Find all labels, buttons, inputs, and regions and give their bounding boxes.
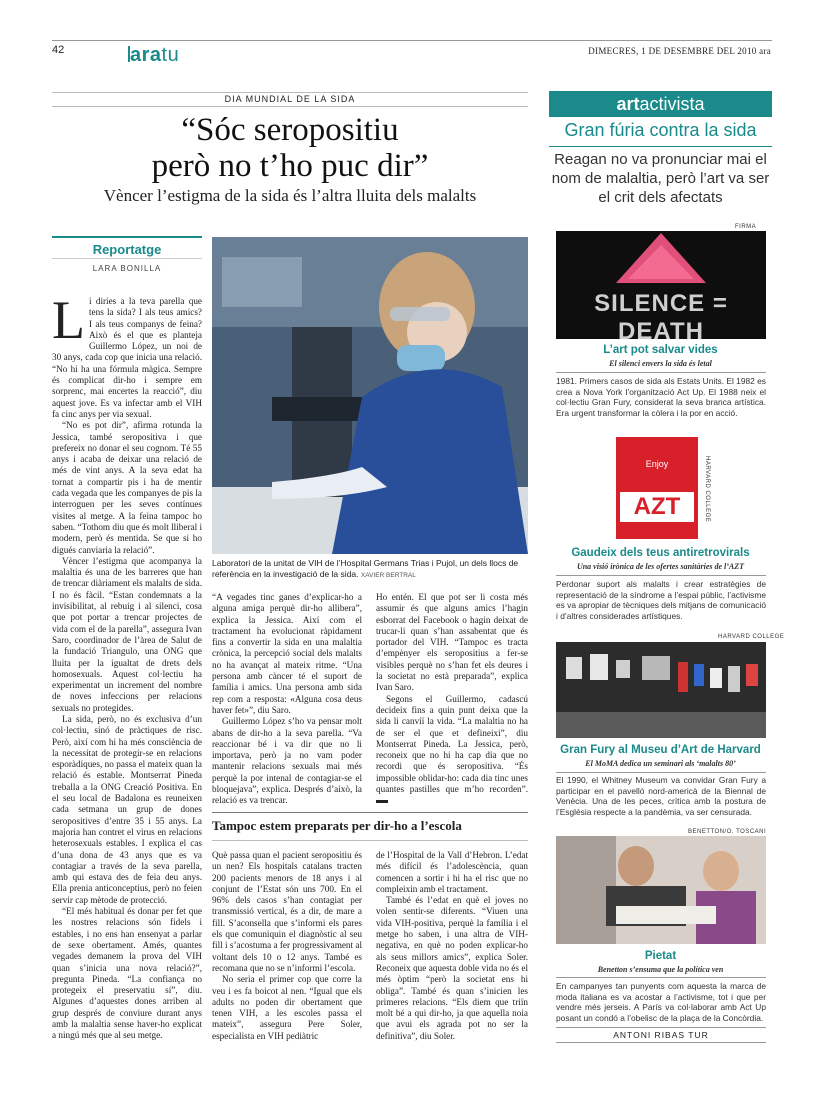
pietat-illustration — [556, 836, 766, 944]
azt-enjoy-text: Enjoy — [645, 459, 669, 469]
item-subtitle-3: El MoMA dedica un seminari als ‘malalts 80’ — [585, 759, 736, 768]
article-column-3: Ho entén. El que pot ser li costa més assumir és que alguns amics l’hagin esborrat del Facebook o hagin deixat de trucar-li quan s’han assabentat que és portador del VIH. “Tampoc es tracta d’empènyer els seropositius a fer-se visibles perquè no s’han fet els deures i la societat no està preparada”, explica Ivan Saro. Segons el Guillermo, cadascú decideix fins a quin punt deixa que la sida li canviï la vida. “La malaltia no ha de ser el que et defineixi”, diu Montserrat Pineda. La Jessica, però, reconeix que no hi ha cap dia que no recordi que és seropositiva. “És impossible oblidar-ho: cada dia tinc unes quantes pastilles que m’ho recorden”. — [376, 592, 528, 808]
end-mark — [376, 800, 388, 803]
sidebar-header: artactivista — [549, 91, 772, 117]
subsection-column-1: Què passa quan el pacient seropositiu és un nen? Els hospitals catalans tracten 200 pacients menors de 18 anys i al conjunt de l’Estat són uns 700. En el 96% dels casos s’han contagiat per transmissió vertical, és a dir, de mare a fill. S’aconsella que s’informi els pares els que comuniquin el diagnòstic al seu fill i s’acostuma a fer progressivament al voltant dels 10 o 12 anys. També es recomana que no se n’informi l’escola. No seria el primer cop que corre la veu i es fa boicot al nen. “Igual que els adults no poden dir obertament que tenen VIH, a les escoles passa el mateix”, assegura Pere Soler, especialista en VIH pediàtric — [212, 850, 362, 1041]
item-text-2: Perdonar suport als malalts i crear estratègies de representació de la síndrome a l’espai públic, l’activisme es va apropiar de tècniques dels mitjans de comunicació i d’altres considerades artístiques. — [556, 579, 766, 621]
item-text-3: El 1990, el Whitney Museum va convidar Gran Fury a participar en el pavelló nord-americà de la Biennal de Venècia. Una de les peces, crítica amb la postura de l’Església respecte a la pandèmia, va ser censurada. — [556, 775, 766, 817]
credit-silence-death: FIRMA — [735, 224, 757, 230]
harvard-museum-illustration — [556, 642, 766, 738]
sidebar-author: ANTONI RIBAS TUR — [556, 1027, 766, 1043]
item-text-1: 1981. Primers casos de sida als Estats Units. El 1982 es crea a Nova York l’organització Act Up. El 1988 neix el col·lectiu Gran Fury, considerat la seva branca artística. Era urgent transformar la còlera i la por en acció. — [556, 376, 766, 418]
azt-image — [616, 437, 698, 539]
page-number: 42 — [52, 44, 65, 56]
lab-photo-illustration — [212, 237, 528, 554]
item-subtitle-2: Una visió irònica de les ofertes sanitàries de l’AZT — [576, 562, 745, 571]
item-sep-1 — [556, 372, 766, 373]
photo-credit: XAVIER BERTRAL — [360, 571, 416, 579]
top-rule — [52, 40, 772, 41]
item-title-4: Pietat — [644, 950, 677, 962]
genre-label: Reportatge — [52, 236, 202, 257]
photo-caption: Laboratori de la unitat de VIH de l’Hospital Germans Trias i Pujol, un dels llocs de referència en la investigació de la sida. XAVIER BERTRAL — [212, 558, 519, 579]
item-subtitle-1: El silenci envers la sida és letal — [609, 359, 712, 368]
item-subtitle-4: Benetton s’ensuma que la política ven — [597, 965, 724, 974]
item-text-4: En campanyes tan punyents com aquesta la marca de moda italiana es va acostar a l’activisme, tot i que per vendre més jerseis. A París va col·laborar amb Act Up posant un condó a l’obelisc de la plaça de la Concòrdia. — [556, 981, 766, 1023]
item-sep-4 — [556, 977, 766, 978]
subsection-rule-bottom — [212, 840, 528, 841]
subsection-title: Tampoc estem preparats per dir-ho a l’escola — [212, 818, 462, 833]
article-column-1: Li diries a la teva parella que tens la sida? I als teus amics? I als teus companys de feina? Això és el que es planteja Guillermo López, un noi de 30 anys, cada cop que inicia una relació. “No hi ha una fórmula màgica. Sempre és complicat dir-ho i sempre em sorprenc, mai encertes la reacció”, diu aquest jove. Es va infectar amb el VIH fa cinc anys per via sexual. “No es pot dir”, afirma rotunda la Jessica, també seropositiva i que prefereix no donar el seu cognom. Té 55 anys i acaba de deixar una relació de més de vint anys. A la seva edat ha tornat a compartir pis i ha de mentir cada vegada que les companyes de pis la interroguen per les seves contínues visites al metge. A la feina tampoc ho saben. “Tothom diu que és molt lliberal i modern, però és mentida. Se que si ho digués canviaria la relació”. Vèncer l’estigma que acompanya la malaltia és una de les barreres que han de trencar diàriament els malalts de sida. I no és fàcil. “Estan condemnats a la invisibilitat, al rebuig i al silenci, cosa que pot portar a trencar projectes de vida com el de la parella”, assegura Ivan Saro, coordinador de l’àrea de Salut de la fundació Triangulo, una ONG que lluita per la igualtat de drets dels homosexuals. Aquest col·lectiu ha experimentat un increment del nombre de noves infeccions per relacions sexuals no protegides. La sida, però, no és exclusiva d’un col·lectiu, sinó de pràctiques de risc. Però, així com hi ha més consciència de la necessitat de protegir-se en relacions esporàdiques, no passa el mateix quan la relació és estable. Montserrat Pineda treballa a la ONG Creació Positiva. En el seu local de Badalona es reuneixen cada setmana un grup de dones seropositives d’entre 35 i 55 anys. La majoria han contret el virus en relacions heterosexuals estables. I explica el cas d’una dona de 43 anys que es va contagiar a través de la seva parella, amb qui estava des de feia deu anys. Ella prenia anticonceptius, però no feien servir cap mètode de protecció. “El més habitual és donar per fet que les nostres relacions són fidels i estables, i no ens han ensenyat a parlar de sexe obertament. Amés, quantes vegades demanem la prova del VIH quan s’inicia una nova relació?”, pregunta Pineda. “La confiança no protegeix el preservatiu sí”, diu. Algunes d’aquestes dones arriben al grup després de conviure durant anys amb la malaltia sense haver-ho explicat a ningú més que al seu metge. — [52, 296, 202, 1041]
credit-harvard: HARVARD COLLEGE — [718, 634, 785, 640]
dateline: DIMECRES, 1 DE DESEMBRE DEL 2010 ara — [588, 46, 771, 56]
lab-photo — [212, 237, 528, 554]
subsection-column-2: de l’Hospital de la Vall d’Hebron. L’edat més difícil és l’adolescència, quan comencen a sortir i hi ha el risc que no compleixin amb el tractament. També és l’edat en què el joves no volen sentir-se diferents. “Viuen una vida VIH-positiva, perquè la família i el metge ho saben, i una altra de VIH-negativa, en què no poden explicar-ho als seus millors amics”, explica Soler. Reconeix que aquesta doble vida no és el més òptim “però la societat ens hi obliga”. També és quan s’inicien les primeres relacions. “Els diem que triïn molt bé a qui dir-ho, ja que aquella noia que avui els agrada pot no ser la definitiva”, diu Soler. — [376, 850, 528, 1041]
harvard-museum-image — [556, 642, 766, 738]
item-title-2: Gaudeix dels teus antiretrovirals — [571, 547, 750, 559]
item-title-1: L’art pot salvar vides — [603, 344, 718, 356]
item-title-3: Gran Fury al Museu d’Art de Harvard — [560, 744, 761, 756]
article-column-2: “A vegades tinc ganes d’explicar-ho a alguna amiga perquè dir-ho allibera”, explica la Jessica. Així com el tractament ha evolucionat ràpidament fins a convertir la sida en una malaltia crònica, la percepció social dels malalts no ha avançat al mateix ritme. “Una persona amb càncer té el suport de família i amics. Una persona amb sida rep com a resposta: «Alguna cosa deus haver fet»”, diu Saro. Guillermo López s’ho va pensar molt abans de dir-ho a la seva parella. “Va reaccionar bé i va dir que no li importava, però ja no vam poder mantenir relacions sexuals mai més perquè la por intenal de contagiar-se el bloquejava”, explica. Després d’això, la relació es va trencar. — [212, 592, 362, 806]
silence-death-text: SILENCE = DEATH — [594, 290, 728, 345]
kicker: DIA MUNDIAL DE LA SIDA — [52, 92, 528, 107]
credit-benetton: BENETTON/O. TOSCANI — [688, 829, 767, 835]
item-sep-3 — [556, 772, 766, 773]
dropcap: L — [52, 296, 85, 350]
sidebar-subtitle: Reagan no va pronunciar mai el nom de malaltia, però l’art va ser el crit dels afectats — [551, 151, 770, 206]
sidebar-title: Gran fúria contra la sida — [564, 120, 757, 140]
azt-logo-text: AZT — [620, 492, 694, 522]
subheadline: Vèncer l’estigma de la sida és l’altra lluita dels malalts — [103, 186, 477, 205]
genre-rule — [52, 258, 202, 259]
item-sep-2 — [556, 575, 766, 576]
credit-azt: HARVARD COLLEGE — [704, 456, 710, 523]
section-name: aratu — [130, 44, 180, 66]
headline: “Sóc seropositiu però no t’ho puc dir” — [151, 112, 429, 184]
sidebar-title-rule — [549, 146, 772, 147]
pietat-image — [556, 836, 766, 944]
byline: LARA BONILLA — [92, 264, 162, 273]
subsection-rule-top — [212, 812, 528, 813]
